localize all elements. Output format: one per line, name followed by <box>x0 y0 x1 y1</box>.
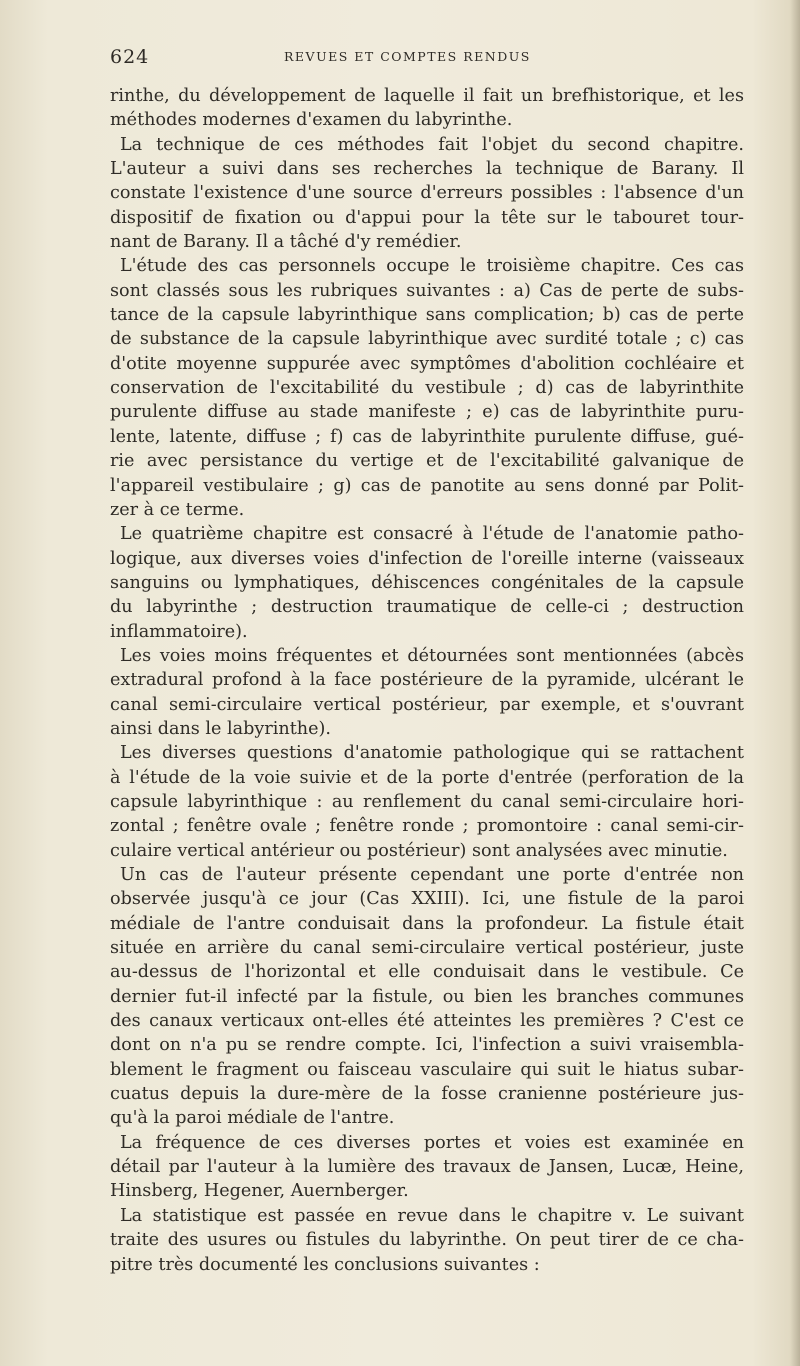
text-line: sanguins ou lymphatiques, déhiscences congénitales de la capsule <box>110 572 744 593</box>
text-line: des canaux verticaux ont-elles été atteintes les premières ? C'est ce <box>110 1011 744 1032</box>
page-number: 624 <box>110 46 150 68</box>
body-text <box>110 84 744 1277</box>
text-line: rinthe, du développement de laquelle il fait un brefhistorique, et les <box>110 86 744 106</box>
text-line: du labyrinthe ; destruction traumatique de celle-ci ; destruction <box>110 597 744 618</box>
text-line: logique, aux diverses voies d'infection de l'oreille interne (vaisseaux <box>110 548 744 569</box>
text-line: La fréquence de ces diverses portes et voies est examinée en <box>120 1132 744 1153</box>
text-line: méthodes modernes d'examen du labyrinthe. <box>110 110 513 131</box>
text-line: pitre très documenté les conclusions suivantes : <box>110 1254 540 1275</box>
text-line: qu'à la paroi médiale de l'antre. <box>110 1108 395 1129</box>
text-line: ainsi dans le labyrinthe). <box>110 718 331 739</box>
text-line: canal semi-circulaire vertical postérieur, par exemple, et s'ouvrant <box>110 694 744 715</box>
text-line: médiale de l'antre conduisait dans la profondeur. La fistule était <box>110 913 744 934</box>
text-line: purulente diffuse au stade manifeste ; e) cas de labyrinthite puru- <box>110 402 744 423</box>
text-line: lente, latente, diffuse ; f) cas de labyrinthite purulente diffuse, gué- <box>110 426 744 447</box>
page-edge-shadow <box>790 0 800 1366</box>
text-line: Le quatrième chapitre est consacré à l'étude de l'anatomie patho- <box>120 524 744 545</box>
text-line: au-dessus de l'horizontal et elle conduisait dans le vestibule. Ce <box>110 962 744 983</box>
text-line: détail par l'auteur à la lumière des travaux de Jansen, Lucæ, Heine, <box>110 1157 744 1178</box>
text-line: Hinsberg, Hegener, Auernberger. <box>110 1181 409 1202</box>
text-line: La statistique est passée en revue dans le chapitre v. Le suivant <box>120 1205 744 1226</box>
text-line: l'appareil vestibulaire ; g) cas de panotite au sens donné par Polit- <box>110 475 744 496</box>
text-line: cuatus depuis la dure-mère de la fosse cranienne postérieure jus- <box>110 1084 744 1105</box>
text-line: de substance de la capsule labyrinthique avec surdité totale ; c) cas <box>110 329 744 350</box>
text-line: dernier fut-il infecté par la fistule, ou bien les branches communes <box>110 986 744 1007</box>
text-line: nant de Barany. Il a tâché d'y remédier. <box>110 232 462 253</box>
text-line: Un cas de l'auteur présente cependant une porte d'entrée non <box>120 865 744 885</box>
text-line: conservation de l'excitabilité du vestibule ; d) cas de labyrinthite <box>110 378 744 399</box>
text-line: dispositif de fixation ou d'appui pour la tête sur le tabouret tour- <box>110 207 744 228</box>
text-line: tance de la capsule labyrinthique sans complication; b) cas de perte <box>110 305 744 326</box>
text-line: observée jusqu'à ce jour (Cas XXIII). Ici, une fistule de la paroi <box>110 889 744 910</box>
text-line: L'étude des cas personnels occupe le troisième chapitre. Ces cas <box>120 256 744 277</box>
text-line: Les diverses questions d'anatomie pathologique qui se rattachent <box>120 743 744 764</box>
text-line: extradural profond à la face postérieure de la pyramide, ulcérant le <box>110 670 744 691</box>
text-line: rie avec persistance du vertige et de l'excitabilité galvanique de <box>110 451 744 472</box>
text-line: La technique de ces méthodes fait l'objet du second chapitre. <box>120 134 744 155</box>
text-line: culaire vertical antérieur ou postérieur) sont analysées avec minutie. <box>110 840 728 861</box>
text-line: blement le fragment ou faisceau vasculaire qui suit le hiatus subar- <box>110 1059 744 1080</box>
text-line: zer à ce terme. <box>110 499 245 520</box>
running-head: REVUES ET COMPTES RENDUS <box>284 49 531 64</box>
text-line: inflammatoire). <box>110 621 248 642</box>
text-line: Les voies moins fréquentes et détournées sont mentionnées (abcès <box>120 645 744 666</box>
page-header <box>110 46 740 70</box>
text-line: située en arrière du canal semi-circulaire vertical postérieur, juste <box>110 938 744 959</box>
text-line: zontal ; fenêtre ovale ; fenêtre ronde ; promontoire : canal semi-cir- <box>110 816 744 837</box>
text-line: sont classés sous les rubriques suivantes : a) Cas de perte de subs- <box>110 280 744 301</box>
text-line: d'otite moyenne suppurée avec symptômes d'abolition cochléaire et <box>110 353 744 374</box>
text-line: capsule labyrinthique : au renflement du canal semi-circulaire hori- <box>110 791 744 812</box>
text-line: constate l'existence d'une source d'erreurs possibles : l'absence d'un <box>110 183 744 204</box>
text-line: à l'étude de la voie suivie et de la porte d'entrée (perforation de la <box>110 767 744 788</box>
text-line: L'auteur a suivi dans ses recherches la technique de Barany. Il <box>110 159 744 180</box>
text-line: dont on n'a pu se rendre compte. Ici, l'infection a suivi vraisembla- <box>110 1035 744 1056</box>
text-line: traite des usures ou fistules du labyrinthe. On peut tirer de ce cha- <box>110 1230 744 1251</box>
